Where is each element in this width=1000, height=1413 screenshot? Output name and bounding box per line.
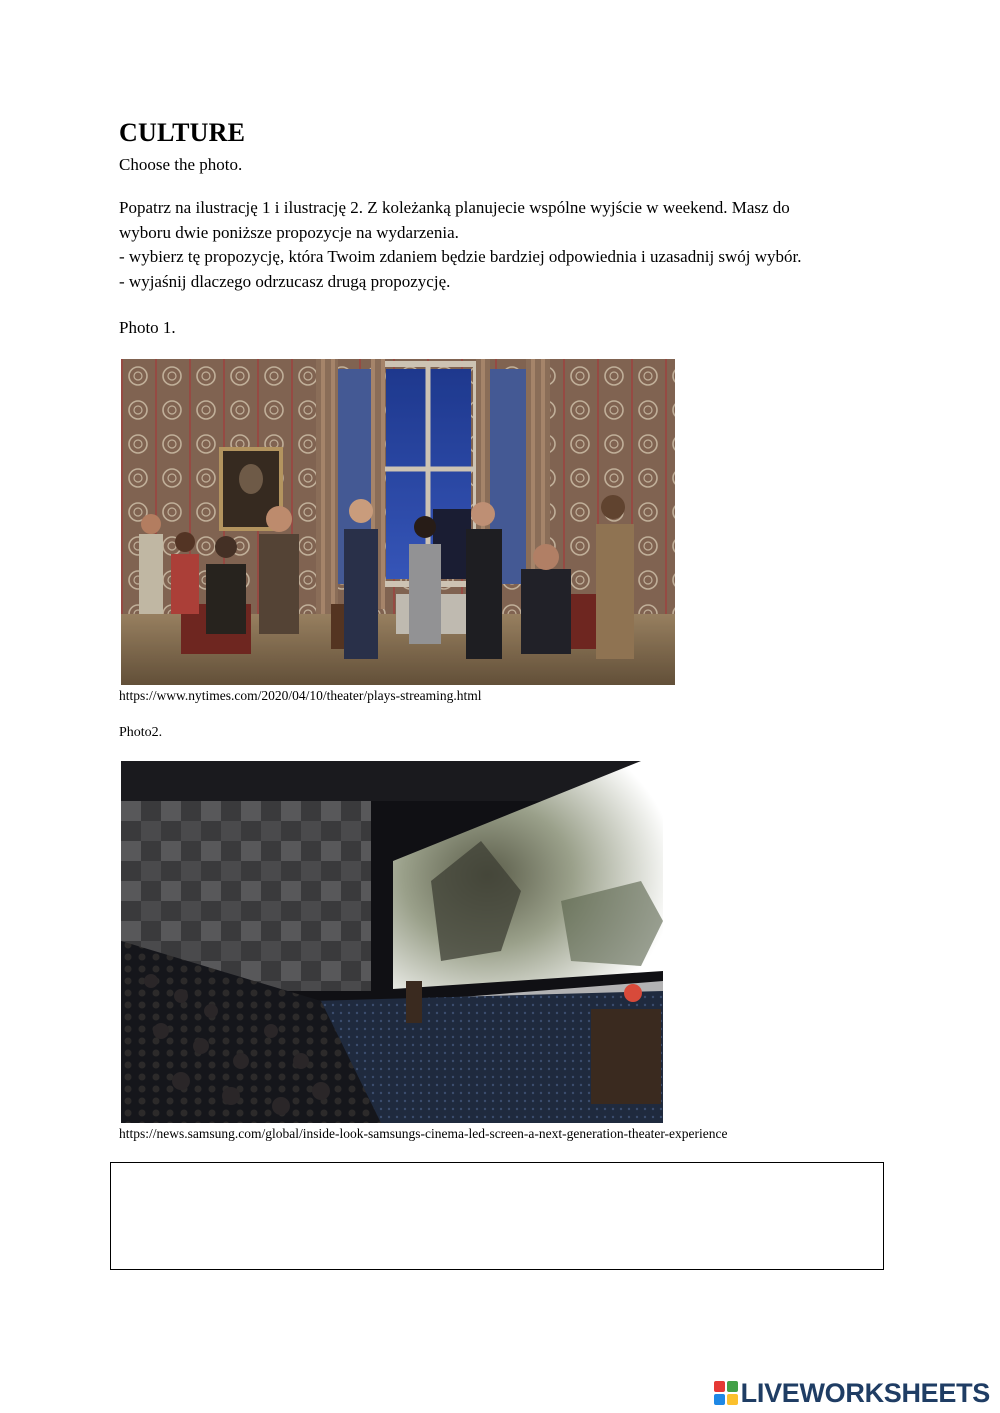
photo2-label: Photo2. [119, 725, 163, 740]
instruction-line: - wyjaśnij dlaczego odrzucasz drugą propozycję. [119, 271, 451, 291]
photo1-source: https://www.nytimes.com/2020/04/10/theater/plays-streaming.html [119, 688, 482, 703]
page-title: CULTURE [119, 118, 246, 147]
instructions [119, 196, 879, 294]
answer-box[interactable] [110, 1162, 884, 1270]
cinema-screen-photo [121, 761, 663, 1123]
liveworksheets-logo-icon [714, 1381, 738, 1405]
instruction-line: wyboru dwie poniższe propozycje na wydarzenia. [119, 222, 459, 242]
subtitle: Choose the photo. [119, 155, 243, 174]
logo-text: LIVEWORKSHEETS [740, 1377, 990, 1408]
photo1-label: Photo 1. [119, 318, 176, 337]
instruction-line: Popatrz na ilustrację 1 i ilustrację 2. Z koleżanką planujecie wspólne wyjście w weekend. Masz do [119, 198, 790, 217]
instruction-line: - wybierz tę propozycję, która Twoim zdaniem będzie bardziej odpowiednia i uzasadnij swój wybór. [119, 247, 802, 266]
liveworksheets-logo [714, 1377, 990, 1409]
theater-stage-photo [121, 359, 675, 685]
photo2-source: https://news.samsung.com/global/inside-look-samsungs-cinema-led-screen-a-next-generation-theater-experience [119, 1126, 728, 1141]
